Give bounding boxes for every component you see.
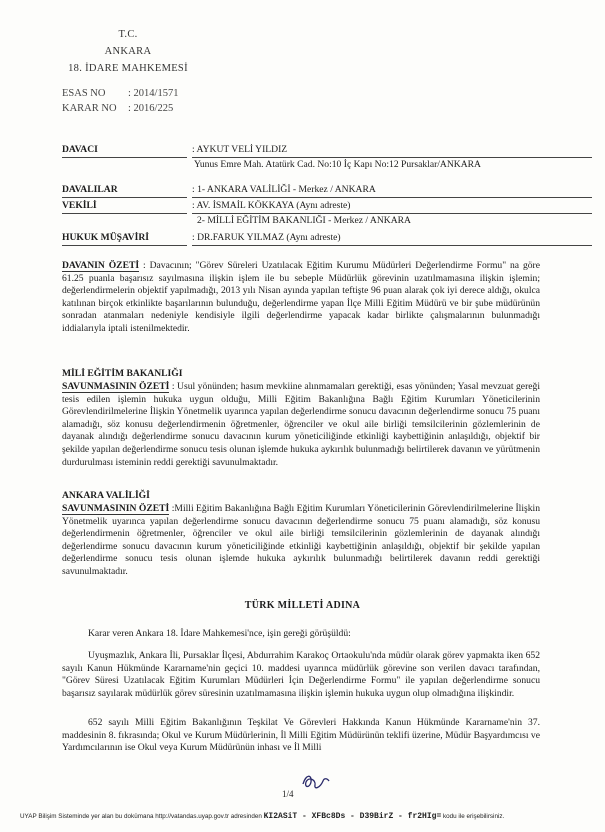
valilik-savunma-text: :Milli Eğitim Bakanlığına Bağlı Eğitim Kurumları Yöneticilerinin Görevlendirilmelerine İlişkin Yönetmelik uyarınca yapılan değerlendirme sonucu davacının değerlendirme sonucu 75 puanı alamadığı, söz konusu değerlendirmenin öğretmenler, öğrenciler ve okul aile birliği temsilcilerinin gözlemlerinin de dayanak alındığı değerlendirme sonucu davacının kurum yöneticiliğinde etkinliği kaybettiğinin anlaşıldığı, objektif bir şekilde yapılan değerlendirme sonucu tesis olunan işlemde hukuka aykırılık bulunmadığı belirtilerek davanın reddi gerektiği savunulmaktadır. [62,503,540,577]
karar-paragraph-3: 652 sayılı Milli Eğitim Bakanlığının Teşkilat Ve Görevleri Hakkında Kanun Hükmünde Kararname'nin 37. maddesinin 8. fıkrasında; Okul ve Kurum Müdürlerinin, İl Milli Eğitim Müdürünün teklifi üzerine, Müdür Başyardımcısı ve Yardımcılarının ise Okul veya Kurum Müdürünün inhası ve İl Milli [62,717,540,754]
footer-text-post: kodu ile erişebilirsiniz. [443,813,505,820]
karar-label: KARAR NO [62,103,117,114]
valilik-heading: ANKARA VALİLİĞİ [62,490,150,501]
valilik-savunma-heading: SAVUNMASININ ÖZETİ [62,503,170,514]
signature-icon [300,772,332,792]
karar-value: : 2016/225 [128,103,174,114]
musavir-label: HUKUK MÜŞAVİRİ [62,231,187,246]
footer-access-code: KI2ASiT - XFBc8Ds - D39BirZ - fr2HIg= [263,812,442,821]
davaci-value: : AYKUT VELİ YILDIZ [192,143,592,158]
vekili-label: VEKİLİ [62,199,187,214]
musavir-value: : DR.FARUK YILMAZ (Aynı adreste) [192,231,592,246]
page-number: 1/4 [282,789,294,799]
karar-paragraph-2: Uyuşmazlık, Ankara İli, Pursaklar İlçesi, Abdurrahim Karakoç Ortaokulu'nda müdür olarak görev yapmakta iken 652 sayılı Kanun Hükmünde Kararname'nin geçici 10. maddesi uyarınca müdürlük görevine son verilen davacı tarafından, "Görev Süresi Uzatılacak Eğitim Kurumları Müdürleri İçin Değerlendirme Formu" ile yapılan değerlendirme sonucu başarısız sayılarak müdürlük görev süresinin uzatılmamasına ilişkin işlemin hukuka uygun olup olmadığına ilişkindir. [62,650,540,699]
valilik-savunma-paragraph [62,503,540,579]
court-name: 18. İDARE MAHKEMESİ [68,63,188,74]
esas-label: ESAS NO [62,88,106,99]
court-header [68,26,188,77]
city-label: ANKARA [104,46,152,57]
uyap-footer [20,812,590,821]
meb-heading: MİLİ EĞİTİM BAKANLIĞI [62,368,183,379]
dava-ozeti-heading: DAVANIN ÖZETİ [62,260,140,271]
meb-savunma-paragraph [62,381,540,469]
davalilar-value: : 1- ANKARA VALİLİĞİ - Merkez / ANKARA [192,183,592,198]
meb-savunma-text: : Usul yönünden; hasım mevkiine alınmamaları gerektiği, esas yönünden; Yasal mevzuat gereği tesis edilen işlemin hukuka uygun olduğu, Milli Eğitim Bakanlığına Bağlı Eğitim Kurumları Yöneticilerinin Görevlendirilmelerine İlişkin Yönetmelik uyarınca yapılan değerlendirme sonucu davacının değerlendirme sonucu 75 puanı alamadığı, söz konusu değerlendirmenin öğretmenler, öğrenciler ve okul aile birliği temsilcilerinin gözlemlerinin de dayanak alındığı değerlendirme sonucu davacının kurum yöneticiliğinde etkinliği kaybettiğinin anlaşıldığı, objektif bir şekilde yapılan değerlendirme sonucu tesis olunan işlemde hukuka aykırılık bulunmadığı belirtilerek davanın ve yürütmenin durdurulması isteminin reddi gerektiği savunulmaktadır. [62,381,540,468]
davalilar-label: DAVALILAR [62,183,187,198]
country-label: T.C. [118,29,138,40]
davaci-label: DAVACI [62,143,187,158]
dava-ozeti-text: : Davacının; "Görev Süreleri Uzatılacak Eğitim Kurumu Müdürleri Değerlendirme Formu" na göre 61.25 puanla başarısız sayılmasına ilişkin işlem ile bu sebeple Müdürlük görevinin uzatılmamasına ilişkin işlemin; değerlendirmelerin objektif yapılmadığı, 2013 yılı Nisan ayında yapılan teftişte 96 puan alarak çok iyi derece aldığı, okulca katılınan birçok etkinlikte başarılarının bulunduğu, değerlendirme yapan İlçe Milli Eğitim Müdürü ve bir şube müdürünün sonradan atanmaları nedeniyle kendisiyle ilgili değerlendirme yapacak kadar birlikte çalışmalarının bulunmadığı iddialarıyla iptali istenilmektedir. [62,260,541,334]
davali-2: 2- MİLLİ EĞİTİM BAKANLIĞI - Merkez / ANKARA [197,215,411,226]
meb-savunma-heading: SAVUNMASININ ÖZETİ [62,381,170,392]
dava-ozeti-paragraph [62,260,540,336]
davaci-address: Yunus Emre Mah. Atatürk Cad. No:10 İç Kapı No:12 Pursaklar/ANKARA [194,159,481,170]
nation-title: TÜRK MİLLETİ ADINA [244,600,361,611]
esas-value: : 2014/1571 [128,88,179,99]
case-numbers [62,86,178,116]
karar-paragraph-1: Karar veren Ankara 18. İdare Mahkemesi'nce, işin gereği görüşüldü: [88,628,351,639]
vekili-value: : AV. İSMAİL KÖKKAYA (Aynı adreste) [192,199,592,214]
footer-text-pre: UYAP Bilişim Sisteminde yer alan bu dokümana http://vatandas.uyap.gov.tr adresinden [20,813,262,820]
